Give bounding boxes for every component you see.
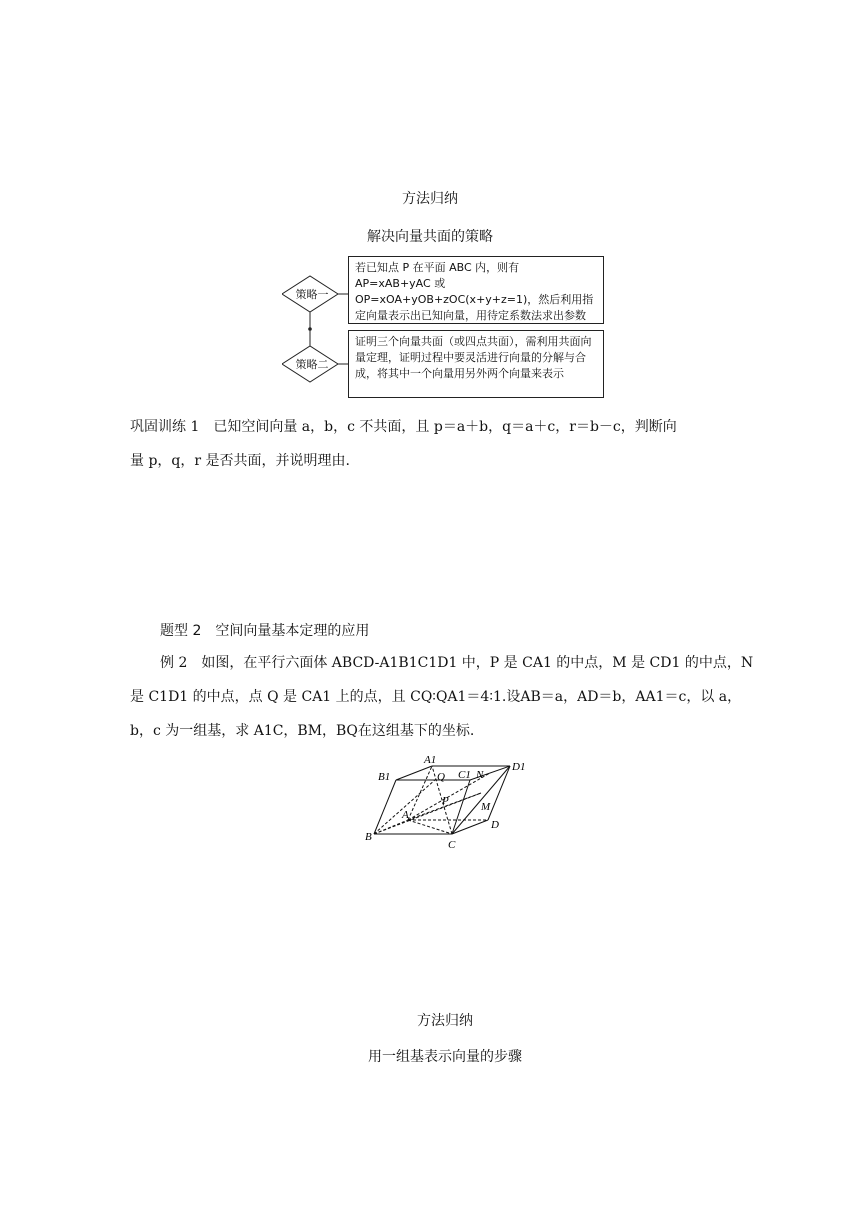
strategy1-box [348, 256, 604, 324]
label-D1: D1 [512, 761, 526, 773]
label-B: B [365, 831, 372, 843]
label-C: C [448, 839, 456, 851]
strategy2-text: 证明三个向量共面（或四点共面），需利用共面向量定理，证明过程中要灵活进行向量的分解与合成，将其中一个向量用另外两个向量来表示 [355, 335, 592, 380]
type2-heading: 题型 2 空间向量基本定理的应用 [160, 623, 370, 639]
exercise1-line2: 量 p，q，r 是否共面，并说明理由. [130, 453, 350, 469]
label-B1: B1 [378, 771, 391, 783]
label-N: N [476, 769, 484, 781]
label-C1: C1 [458, 769, 471, 781]
parallelepiped-figure [360, 752, 540, 854]
section2-subtitle: 用一组基表示向量的步骤 [368, 1049, 522, 1065]
strategy2-label: 策略二 [295, 358, 329, 371]
label-Q: Q [437, 771, 445, 783]
example2-line1: 例 2 如图，在平行六面体 ABCD-A1B1C1D1 中，P 是 CA1 的中点，M 是 CD1 的中点，N [160, 655, 754, 671]
section2-title: 方法归纳 [417, 1013, 473, 1029]
section1-title: 方法归纳 [402, 191, 458, 207]
section1-subtitle: 解决向量共面的策略 [367, 229, 493, 245]
label-D: D [491, 819, 499, 831]
label-M: M [481, 801, 491, 813]
strategy2-box [348, 330, 604, 398]
label-P: P [442, 795, 449, 807]
strategy1-label: 策略一 [295, 288, 329, 301]
example2-line3: b，c 为一组基，求 A1C，BM，BQ在这组基下的坐标. [130, 723, 475, 739]
exercise1-line1: 巩固训练 1 已知空间向量 a，b，c 不共面，且 p＝a＋b，q＝a＋c，r＝b－c，判断向 [130, 419, 677, 435]
label-A: A [402, 809, 409, 821]
label-A1: A1 [424, 754, 437, 766]
strategy1-text: 若已知点 P 在平面 ABC 内，则有 AP=xAB+yAC 或 OP=xOA+yOB+zOC(x+y+z=1)，然后利用指定向量表示出已知向量，用待定系数法求出参数 [355, 261, 594, 322]
example2-line2: 是 C1D1 的中点，点 Q 是 CA1 上的点，且 CQ∶QA1＝4∶1.设AB＝a，AD＝b，AA1＝c，以 a， [130, 689, 742, 705]
